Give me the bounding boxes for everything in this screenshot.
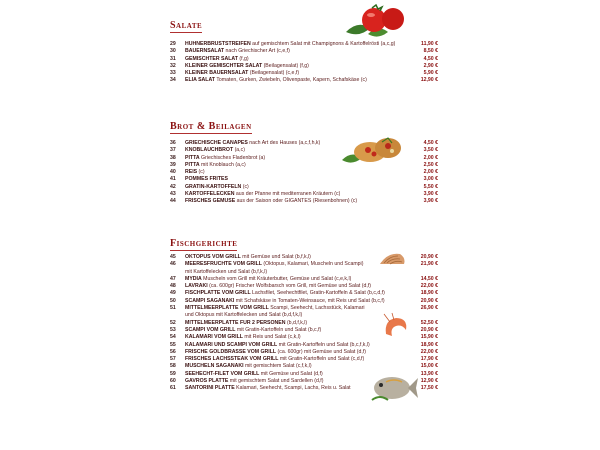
item-number: 48 xyxy=(170,283,176,290)
item-price: 2,00 € xyxy=(423,154,438,161)
item-price: 21,90 € xyxy=(420,261,438,268)
menu-item xyxy=(170,290,438,297)
item-price: 11,90 € xyxy=(420,41,438,47)
item-details: (Oktopus, Kalamari, Muscheln und Scampi) xyxy=(261,261,364,268)
item-details: (ca. 600gr) mit Gemüse und Salat (d,f) xyxy=(276,348,367,355)
menu-item xyxy=(170,334,438,341)
item-details: mit Reis und Salat (c,k,l) xyxy=(242,334,301,341)
item-details: mit Gratin-Kartoffeln und Salat (b,c,f,k,l) xyxy=(277,341,370,348)
menu-item xyxy=(170,283,438,290)
item-price: 4,50 € xyxy=(423,140,438,146)
section-title: Brot & Beilagen xyxy=(170,121,252,132)
item-price: 52,50 € xyxy=(420,319,438,326)
item-number: 52 xyxy=(170,319,176,326)
item-price: 17,90 € xyxy=(420,356,438,363)
item-number: 58 xyxy=(170,363,176,370)
item-price: 12,90 € xyxy=(420,77,438,84)
item-description xyxy=(185,371,410,378)
item-name: POMMES FRITES xyxy=(185,176,228,183)
item-number: 57 xyxy=(170,356,176,363)
item-number: 60 xyxy=(170,378,176,385)
section-title: Salate xyxy=(170,20,203,31)
item-description xyxy=(185,184,410,191)
menu-item xyxy=(170,155,438,162)
item-name: HÜHNERBRUSTSTREIFEN xyxy=(185,41,251,47)
item-number: 40 xyxy=(170,169,176,176)
item-price: 20,90 € xyxy=(420,326,438,333)
menu-item xyxy=(170,176,438,183)
item-price: 3,00 € xyxy=(423,176,438,183)
item-price: 5,50 € xyxy=(423,183,438,190)
item-number: 29 xyxy=(170,41,176,47)
item-name: KLEINER BAUERNSALAT xyxy=(185,70,249,77)
item-details: (Beilagensalat) (f,g) xyxy=(262,62,309,69)
item-name: FISCHPLATTE VOM GRILL xyxy=(185,290,251,297)
item-name: PITTA xyxy=(185,161,200,168)
item-description xyxy=(185,356,410,363)
item-description xyxy=(185,41,410,48)
item-number: 34 xyxy=(170,77,176,84)
item-number: 47 xyxy=(170,275,176,282)
item-name: FRISCHE GOLDBRASSE VOM GRILL xyxy=(185,348,277,355)
menu-item xyxy=(170,63,438,70)
item-number: 45 xyxy=(170,254,176,260)
item-number: 44 xyxy=(170,198,176,205)
item-description xyxy=(185,378,410,385)
section-title: Fischgerichte xyxy=(170,238,238,249)
item-number: 32 xyxy=(170,62,176,69)
item-description xyxy=(185,276,410,283)
item-details: mit Knoblauch (a,c) xyxy=(199,161,246,168)
item-price: 15,90 € xyxy=(420,334,438,341)
item-name: REIS xyxy=(185,169,198,176)
item-details: (a,c) xyxy=(233,147,245,154)
item-name: SEEHECHT-FILET VOM GRILL xyxy=(185,370,260,377)
menu-item xyxy=(170,363,438,370)
item-details: auf gemischtem Salat mit Champignons & Kartoffelrösti (a,c,g) xyxy=(250,41,396,47)
menu-item xyxy=(170,191,438,198)
menu-item xyxy=(170,298,438,305)
item-name: KALAMARI VOM GRILL xyxy=(185,334,243,341)
item-description xyxy=(185,320,410,327)
item-name: MUSCHELN SAGANAKI xyxy=(185,363,244,370)
item-name: GAVROS PLATTE xyxy=(185,378,229,385)
item-description xyxy=(185,147,410,154)
item-name: KLEINER GEMISCHTER SALAT xyxy=(185,62,263,69)
menu-item xyxy=(170,77,438,84)
item-details: (f,g) xyxy=(237,55,249,62)
menu-item xyxy=(170,342,438,349)
menu-item xyxy=(170,261,438,268)
item-description xyxy=(185,162,410,169)
menu-item xyxy=(170,184,438,191)
item-price: 5,90 € xyxy=(423,70,438,77)
menu-item xyxy=(170,147,438,154)
item-number: 46 xyxy=(170,261,176,268)
item-description xyxy=(185,198,410,205)
item-name: ELIA SALAT xyxy=(185,77,215,84)
item-price: 15,00 € xyxy=(420,363,438,370)
item-list xyxy=(170,140,438,206)
item-number: 43 xyxy=(170,191,176,198)
item-details: Lachsfilet, Seehechtfilet, Gratin-Kartoffeln & Salat (b,c,d,f) xyxy=(250,290,385,297)
menu-item xyxy=(170,198,438,205)
menu-item xyxy=(170,56,438,63)
item-description xyxy=(185,56,410,63)
menu-item xyxy=(170,140,438,147)
item-description xyxy=(185,70,410,77)
item-name: GRIECHISCHE CANAPÉS xyxy=(185,140,248,146)
menu-item xyxy=(170,385,438,392)
item-number: 41 xyxy=(170,176,176,183)
item-name: KNOBLAUCHBROT xyxy=(185,147,234,154)
menu-item xyxy=(170,349,438,356)
item-description xyxy=(185,349,410,356)
item-number: 59 xyxy=(170,370,176,377)
item-details: aus der Pfanne mit mediterranen Kräutern (c) xyxy=(234,191,341,198)
item-name: FRISCHES GEMÜSE xyxy=(185,198,236,205)
item-name: GEMISCHTER SALAT xyxy=(185,55,238,62)
item-name: MEERESFRÜCHTE VOM GRILL xyxy=(185,261,262,268)
item-name: MYDIA xyxy=(185,275,202,282)
item-details: nach Art des Hauses (a,c,f,h,k) xyxy=(247,140,321,146)
item-number: 42 xyxy=(170,183,176,190)
menu-item xyxy=(170,169,438,176)
item-number: 61 xyxy=(170,385,176,392)
menu-item-continuation: mit Kartoffelecken und Salat (b,f,k,l) xyxy=(185,268,268,275)
item-list xyxy=(170,254,438,393)
menu-item xyxy=(170,327,438,334)
item-price: 3,90 € xyxy=(423,191,438,198)
menu-item-continuation: und Oktopus mit Kartoffelecken und Salat (b,d,f,k,l) xyxy=(185,312,303,319)
item-number: 54 xyxy=(170,334,176,341)
item-description xyxy=(185,298,410,305)
item-number: 56 xyxy=(170,348,176,355)
item-details: mit gemischtem Salat (c,f,k,l) xyxy=(243,363,312,370)
item-description xyxy=(185,63,410,70)
item-price: 14,50 € xyxy=(420,275,438,282)
item-description xyxy=(185,48,410,55)
item-number: 36 xyxy=(170,140,176,146)
item-details: (c) xyxy=(241,183,249,190)
item-number: 39 xyxy=(170,161,176,168)
item-number: 30 xyxy=(170,48,176,55)
item-details: mit Schafskäse in Tomaten-Weinsauce, mit Reis und Salat (b,c,f) xyxy=(234,297,385,304)
item-details: mit Gemüse und Salat (d,f) xyxy=(259,370,323,377)
item-details: mit gemischtem Salat und Sardellen (d,f) xyxy=(228,378,324,385)
item-number: 33 xyxy=(170,70,176,77)
item-description xyxy=(185,327,410,334)
item-price: 2,90 € xyxy=(423,62,438,69)
item-price: 17,50 € xyxy=(420,385,438,392)
menu-item xyxy=(170,378,438,385)
item-name: KALAMARI UND SCAMPI VOM GRILL xyxy=(185,341,278,348)
menu-item xyxy=(170,356,438,363)
item-description xyxy=(185,290,410,297)
item-details: Kalamari, Seehecht, Scampi, Lachs, Reis u. Salat xyxy=(234,385,351,392)
item-name: PITTA xyxy=(185,154,200,161)
item-details: Scampi, Seehecht, Lachsstück, Kalamari xyxy=(268,305,365,312)
item-description xyxy=(185,169,410,176)
item-description xyxy=(185,155,410,162)
menu-item xyxy=(170,162,438,169)
item-name: KARTOFFELECKEN xyxy=(185,191,235,198)
item-description xyxy=(185,342,410,349)
item-price: 18,90 € xyxy=(420,290,438,297)
item-details: (Beilagensalat) (c,e,f) xyxy=(248,70,300,77)
item-description xyxy=(185,77,410,84)
item-name: GRATIN-KARTOFFELN xyxy=(185,183,242,190)
item-number: 55 xyxy=(170,341,176,348)
item-details: Tomaten, Gurken, Zwiebeln, Olivenpaste, Kapern, Schafskäse (c) xyxy=(214,77,367,84)
item-price: 12,90 € xyxy=(420,378,438,385)
item-price: 2,00 € xyxy=(423,169,438,176)
menu-item xyxy=(170,254,438,261)
item-name: SANTORINI PLATTE xyxy=(185,385,235,392)
item-number: 31 xyxy=(170,55,176,62)
item-number: 51 xyxy=(170,305,176,312)
item-price: 18,90 € xyxy=(420,341,438,348)
item-price: 3,90 € xyxy=(423,198,438,205)
item-name: SCAMPI SAGANAKI xyxy=(185,297,235,304)
item-details: (ca. 600gr) Frischer Wolfsbarsch vom Grill, mit Gemüse und Salat (d,f) xyxy=(207,283,372,290)
item-name: BAUERNSALAT xyxy=(185,48,225,55)
item-price: 13,90 € xyxy=(420,370,438,377)
item-description xyxy=(185,261,410,268)
item-details: aus der Saison oder GIGANTES (Riesenbohnen) (c) xyxy=(235,198,358,205)
item-description xyxy=(185,334,410,341)
tomatoes-image xyxy=(338,2,418,40)
menu-item xyxy=(170,371,438,378)
item-description xyxy=(185,283,410,290)
item-price: 2,50 € xyxy=(423,161,438,168)
item-price: 26,90 € xyxy=(420,305,438,312)
item-number: 38 xyxy=(170,154,176,161)
item-name: SCAMPI VOM GRILL xyxy=(185,326,236,333)
item-number: 49 xyxy=(170,290,176,297)
menu-item xyxy=(170,70,438,77)
item-description xyxy=(185,176,410,183)
menu-item xyxy=(170,41,438,48)
item-name: LAVRAKI xyxy=(185,283,208,290)
menu-item xyxy=(170,305,438,312)
item-name: MITTELMEERPLATTE FÜR 2 PERSONEN xyxy=(185,319,286,326)
item-number: 53 xyxy=(170,326,176,333)
item-description xyxy=(185,305,410,312)
item-details: mit Gemüse und Salat (b,f,k,l) xyxy=(240,254,311,260)
item-price: 22,00 € xyxy=(420,283,438,290)
item-price: 8,50 € xyxy=(423,48,438,55)
item-description xyxy=(185,363,410,370)
item-details: nach Griechischer Art (c,e,f) xyxy=(224,48,290,55)
item-description xyxy=(185,140,410,147)
item-name: FRISCHES LACHSSTEAK VOM GRILL xyxy=(185,356,279,363)
item-price: 20,90 € xyxy=(420,297,438,304)
item-number: 37 xyxy=(170,147,176,154)
menu-item xyxy=(170,48,438,55)
item-details: (c) xyxy=(197,169,205,176)
item-description xyxy=(185,191,410,198)
item-details: mit Gratin-Kartoffeln und Salat (c,d,f) xyxy=(278,356,365,363)
item-description xyxy=(185,254,410,261)
item-details: (b,d,f,k,l) xyxy=(285,319,308,326)
item-details: Griechisches Fladenbrot (a) xyxy=(199,154,266,161)
item-price: 20,90 € xyxy=(420,254,438,260)
item-name: OKTOPUS VOM GRILL xyxy=(185,254,241,260)
item-number: 50 xyxy=(170,297,176,304)
menu-item xyxy=(170,276,438,283)
item-price: 22,00 € xyxy=(420,348,438,355)
item-details: Muscheln vom Grill mit Kräuterbutter, Gemüse und Salat (c,e,k,l) xyxy=(201,275,352,282)
item-description xyxy=(185,385,410,392)
item-price: 3,50 € xyxy=(423,147,438,154)
item-name: MITTELMEERPLATTE VOM GRILL xyxy=(185,305,269,312)
item-details: mit Gratin-Kartoffeln und Salat (b,c,f) xyxy=(235,326,322,333)
item-price: 4,50 € xyxy=(423,55,438,62)
menu-item xyxy=(170,320,438,327)
item-list xyxy=(170,41,438,85)
